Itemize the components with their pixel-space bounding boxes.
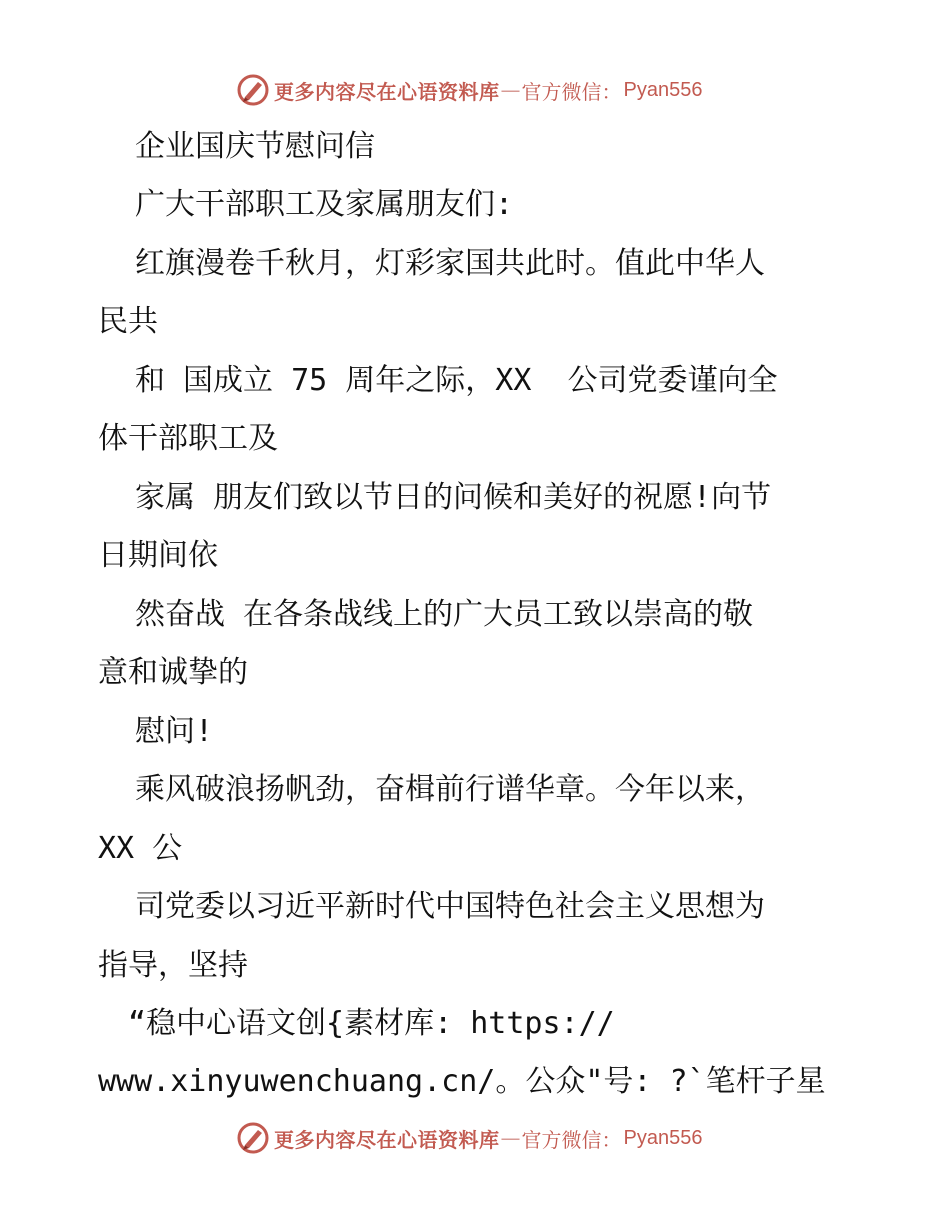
text-line: 红旗漫卷千秋月，灯彩家国共此时。值此中华人 [135,246,765,281]
text-line: 家属 朋友们致以节日的问候和美好的祝愿!向节 [135,480,772,515]
text-line: XX 公 [98,831,183,866]
footer-watermark-banner [236,1121,716,1155]
pen-logo-icon [236,73,270,107]
banner-wechat-label: 官方微信： [521,1127,622,1152]
text-line: “稳中心语文创{素材库: https:// [128,1006,615,1041]
banner-wechat-id: Pyan556 [623,78,703,101]
salutation: 广大干部职工及家属朋友们: [135,187,514,222]
text-line: 然奋战 在各条战线上的广大员工致以崇高的敬 [135,597,754,632]
header-watermark-banner [236,73,716,107]
text-line: 民共 [98,304,158,339]
text-line: www.xinyuwenchuang.cn/。公众"号: ?`笔杆子星 [98,1064,826,1099]
text-line: 意和诚挚的 [98,655,248,690]
pen-logo-icon [236,1121,270,1155]
banner-text: 更多内容尽在心语资料库 [274,1127,500,1152]
text-line: 慰问! [135,714,214,749]
banner-dash: — [500,78,521,102]
banner-wechat-id: Pyan556 [623,1126,703,1149]
text-line: 和 国成立 75 周年之际，XX 公司党委谨向全 [135,363,778,398]
banner-wechat-label: 官方微信： [521,79,622,104]
text-line: 乘风破浪扬帆劲，奋楫前行谱华章。今年以来， [135,772,765,807]
banner-dash: — [500,1126,521,1150]
text-line: 司党委以习近平新时代中国特色社会主义思想为 [135,889,765,924]
letter-title: 企业国庆节慰问信 [135,129,375,164]
banner-text: 更多内容尽在心语资料库 [274,79,500,104]
text-line: 日期间依 [98,538,218,573]
text-line: 体干部职工及 [98,421,278,456]
text-line: 指导，坚持 [98,948,248,983]
